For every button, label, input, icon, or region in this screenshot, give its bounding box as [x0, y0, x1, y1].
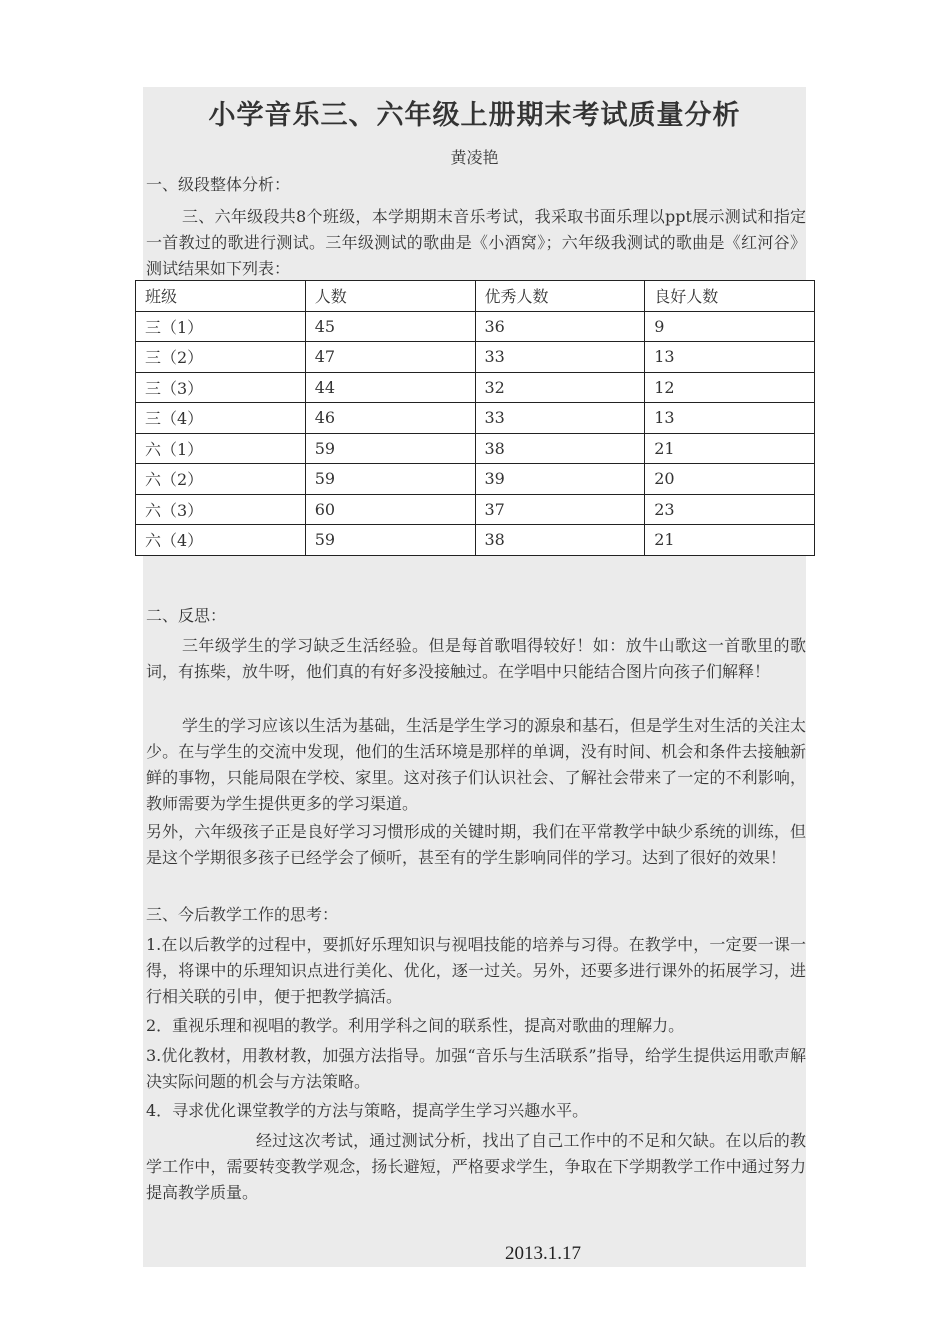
table-row — [136, 494, 815, 525]
cell-count: 59 — [305, 464, 475, 495]
section2-heading: 二、反思： — [146, 606, 227, 625]
cell-good: 13 — [645, 342, 815, 373]
table-row — [136, 342, 815, 373]
cell-class: 六（3） — [136, 494, 306, 525]
cell-good: 12 — [645, 372, 815, 403]
section2-paragraph-1: 三年级学生的学习缺乏生活经验。但是每首歌唱得较好！如：放牛山歌这一首歌里的歌词，有拣柴，放牛呀，他们真的有好多没接触过。在学唱中只能结合图片向孩子们解释！ — [146, 636, 806, 681]
cell-good: 20 — [645, 464, 815, 495]
cell-excellent: 37 — [475, 494, 645, 525]
header-good: 良好人数 — [645, 281, 815, 312]
cell-excellent: 38 — [475, 525, 645, 556]
cell-count: 45 — [305, 311, 475, 342]
cell-class: 六（1） — [136, 433, 306, 464]
table-row — [136, 525, 815, 556]
conclusion-paragraph: 经过这次考试，通过测试分析，找出了自己工作中的不足和欠缺。在以后的教学工作中，需要转变教学观念，扬长避短，严格要求学生，争取在下学期教学工作中通过努力提高教学质量。 — [146, 1131, 806, 1202]
cell-count: 44 — [305, 372, 475, 403]
cell-excellent: 39 — [475, 464, 645, 495]
cell-good: 21 — [645, 433, 815, 464]
table-row — [136, 433, 815, 464]
cell-count: 59 — [305, 433, 475, 464]
cell-class: 三（1） — [136, 311, 306, 342]
table-row — [136, 464, 815, 495]
cell-excellent: 38 — [475, 433, 645, 464]
table-row — [136, 403, 815, 434]
cell-excellent: 33 — [475, 342, 645, 373]
header-excellent: 优秀人数 — [475, 281, 645, 312]
document-date: 2013.1.17 — [505, 1243, 581, 1264]
section3-item-1: 1.在以后教学的过程中，要抓好乐理知识与视唱技能的培养与习得。在教学中，一定要一课一得，将课中的乐理知识点进行美化、优化，逐一过关。另外，还要多进行课外的拓展学习，进行相关联的引申，便于把教学搞活。 — [146, 935, 806, 1006]
cell-good: 23 — [645, 494, 815, 525]
section2-paragraph-3: 另外，六年级孩子正是良好学习习惯形成的关键时期，我们在平常教学中缺少系统的训练，但是这个学期很多孩子已经学会了倾听，甚至有的学生影响同伴的学习。达到了很好的效果！ — [146, 822, 806, 867]
section1-paragraph: 三、六年级段共8个班级，本学期期末音乐考试，我采取书面乐理以ppt展示测试和指定一首教过的歌进行测试。三年级测试的歌曲是《小酒窝》；六年级我测试的歌曲是《红河谷》测试结果如下列表： — [146, 207, 806, 278]
cell-count: 60 — [305, 494, 475, 525]
author-name: 黄凌艳 — [450, 148, 499, 167]
cell-class: 三（2） — [136, 342, 306, 373]
table-header-row — [136, 281, 815, 312]
section2-paragraph-2: 学生的学习应该以生活为基础，生活是学生学习的源泉和基石，但是学生对生活的关注太少。在与学生的交流中发现，他们的生活环境是那样的单调，没有时间、机会和条件去接触新鲜的事物，只能局限在学校、家里。这对孩子们认识社会、了解社会带来了一定的不利影响，教师需要为学生提供更多的学习渠道。 — [146, 716, 807, 813]
cell-count: 46 — [305, 403, 475, 434]
section3-item-2: 2．重视乐理和视唱的教学。利用学科之间的联系性，提高对歌曲的理解力。 — [146, 1016, 685, 1035]
section3-item-3: 3.优化教材，用教材教，加强方法指导。加强“音乐与生活联系”指导，给学生提供运用歌声解决实际问题的机会与方法策略。 — [146, 1046, 806, 1091]
header-class: 班级 — [136, 281, 306, 312]
section1-heading: 一、级段整体分析： — [146, 175, 291, 194]
document-title: 小学音乐三、六年级上册期末考试质量分析 — [208, 100, 741, 131]
cell-good: 9 — [645, 311, 815, 342]
cell-excellent: 33 — [475, 403, 645, 434]
cell-class: 三（4） — [136, 403, 306, 434]
cell-count: 47 — [305, 342, 475, 373]
cell-class: 六（4） — [136, 525, 306, 556]
cell-excellent: 36 — [475, 311, 645, 342]
cell-class: 三（3） — [136, 372, 306, 403]
cell-class: 六（2） — [136, 464, 306, 495]
section3-heading: 三、今后教学工作的思考： — [146, 905, 339, 924]
cell-excellent: 32 — [475, 372, 645, 403]
cell-count: 59 — [305, 525, 475, 556]
table-row — [136, 372, 815, 403]
results-table — [135, 280, 815, 556]
cell-good: 21 — [645, 525, 815, 556]
section3-item-4: 4．寻求优化课堂教学的方法与策略，提高学生学习兴趣水平。 — [146, 1101, 589, 1120]
cell-good: 13 — [645, 403, 815, 434]
table-row — [136, 311, 815, 342]
header-count: 人数 — [305, 281, 475, 312]
